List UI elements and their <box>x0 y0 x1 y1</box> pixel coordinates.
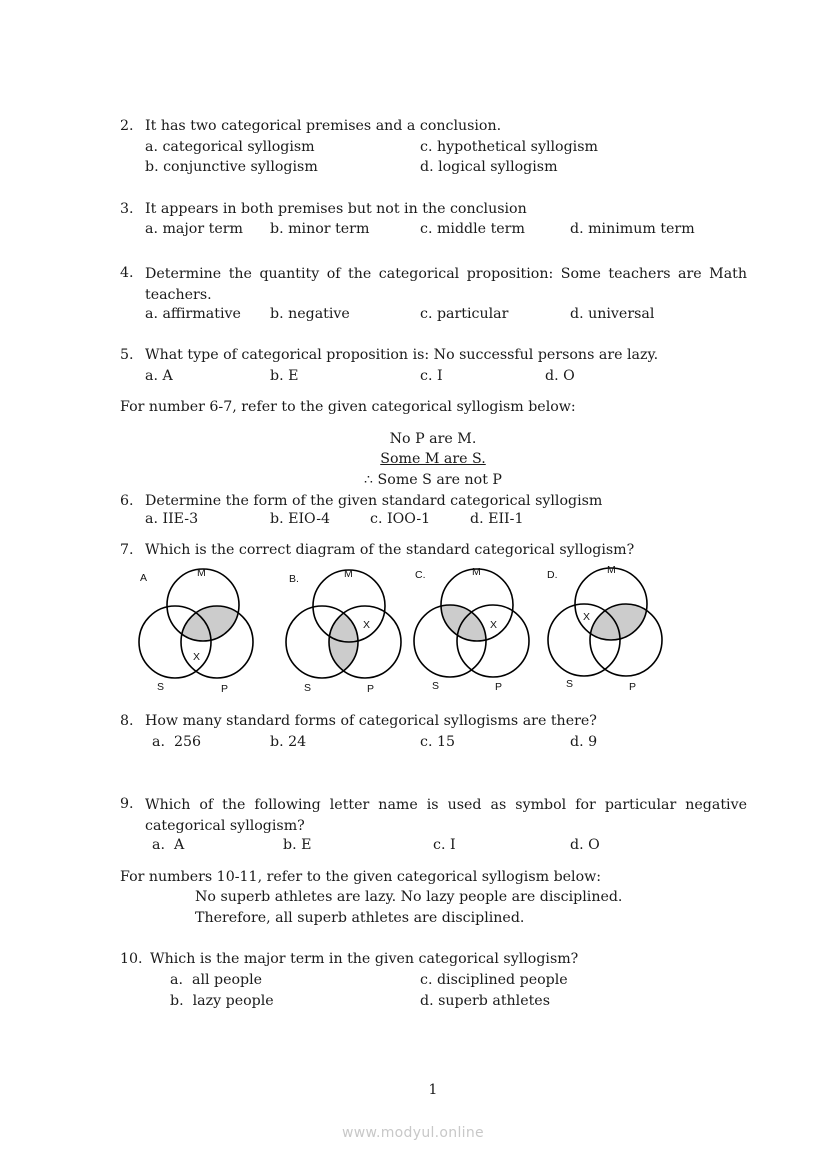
question-10-text: Which is the major term in the given categorical syllogism? <box>150 951 579 967</box>
question-4-choice-b: b. negative <box>270 306 350 322</box>
question-8-choice-a: a. 256 <box>152 734 202 750</box>
question-3-choice-c: c. middle term <box>420 221 525 237</box>
question-2-number: 2. <box>120 118 134 134</box>
question-10-choice-a: a. all people <box>170 972 263 988</box>
venn-c-x-mark: X <box>490 619 498 631</box>
instruction-10-11: For numbers 10-11, refer to the given categorical syllogism below: <box>120 869 602 885</box>
question-5-choice-a: a. A <box>145 368 173 384</box>
question-4-number: 4. <box>120 265 134 281</box>
question-7-text: Which is the correct diagram of the standard categorical syllogism? <box>145 542 635 558</box>
venn-b-p-label: P <box>367 683 375 695</box>
venn-b-x-mark: X <box>363 619 371 631</box>
syllogism-premise-2 <box>233 450 633 468</box>
venn-d-x-mark: X <box>583 611 591 623</box>
venn-c-p-label: P <box>495 681 503 693</box>
question-6-choice-d: d. EII-1 <box>470 511 524 527</box>
question-7-number: 7. <box>120 542 134 558</box>
venn-b-s-label: S <box>304 682 312 694</box>
question-2-choice-a: a. categorical syllogism <box>145 139 315 155</box>
venn-diagram-b[interactable] <box>286 568 401 695</box>
venn-b-label: B. <box>289 573 299 585</box>
question-6-number: 6. <box>120 493 134 509</box>
question-8-choice-b: b. 24 <box>270 734 307 750</box>
question-2-choice-c: c. hypothetical syllogism <box>420 139 598 155</box>
venn-c-label: C. <box>415 569 426 581</box>
question-9-choice-c: c. I <box>433 837 456 853</box>
question-8-text: How many standard forms of categorical syllogisms are there? <box>145 713 597 729</box>
question-6-text: Determine the form of the given standard categorical syllogism <box>145 493 603 509</box>
question-9-choice-d: d. O <box>570 837 600 853</box>
syllogism-2-line-2: Therefore, all superb athletes are disciplined. <box>195 910 525 926</box>
question-5-number: 5. <box>120 347 134 363</box>
question-5-text: What type of categorical proposition is: No successful persons are lazy. <box>145 347 659 363</box>
syllogism-premise-1: No P are M. <box>389 431 477 447</box>
question-6-choice-a: a. IIE-3 <box>145 511 199 527</box>
watermark: www.modyul.online <box>342 1125 484 1141</box>
question-6-choice-b: b. EIO-4 <box>270 511 331 527</box>
question-3-choice-d: d. minimum term <box>570 221 695 237</box>
venn-diagram-c[interactable] <box>414 566 529 693</box>
question-8-choice-c: c. 15 <box>420 734 456 750</box>
syllogism-2-line-1: No superb athletes are lazy. No lazy people are disciplined. <box>195 889 623 905</box>
question-2-text: It has two categorical premises and a conclusion. <box>145 118 502 134</box>
question-3-number: 3. <box>120 201 134 217</box>
question-5-choice-d: d. O <box>545 368 575 384</box>
question-4-text: Determine the quantity of the categorical proposition: Some teachers are Math teachers. <box>145 266 747 303</box>
question-9-text: Which of the following letter name is used as symbol for particular negative categorical syllogism? <box>145 797 747 834</box>
venn-b-m-label: M <box>344 568 353 580</box>
page-number: 1 <box>428 1082 438 1098</box>
syllogism-conclusion: ∴ Some S are not P <box>364 472 502 488</box>
question-6-choice-c: c. IOO-1 <box>370 511 431 527</box>
venn-c-m-label: M <box>472 566 481 578</box>
question-9-choice-b: b. E <box>283 837 312 853</box>
question-2-choice-b: b. conjunctive syllogism <box>145 159 318 175</box>
venn-a-label: A <box>140 572 148 584</box>
question-9-choice-a: a. A <box>152 837 185 853</box>
question-10-choice-b: b. lazy people <box>170 993 274 1009</box>
venn-a-m-label: M <box>197 567 206 579</box>
question-3-text: It appears in both premises but not in the conclusion <box>145 201 527 217</box>
venn-a-circle-s <box>139 606 211 678</box>
venn-a-s-label: S <box>157 681 165 693</box>
venn-diagram-a[interactable] <box>139 567 253 695</box>
venn-d-label: D. <box>547 569 558 581</box>
venn-a-p-label: P <box>221 683 229 695</box>
venn-d-p-label: P <box>629 681 637 693</box>
syllogism-premise-2-text: Some M are S. <box>380 451 486 467</box>
question-5-choice-c: c. I <box>420 368 443 384</box>
venn-c-circle-p <box>457 605 529 677</box>
question-4-choice-d: d. universal <box>570 306 655 322</box>
question-4-choice-a: a. affirmative <box>145 306 241 322</box>
instruction-6-7: For number 6-7, refer to the given categorical syllogism below: <box>120 399 576 415</box>
question-4-choice-c: c. particular <box>420 306 509 322</box>
question-3-choice-a: a. major term <box>145 221 243 237</box>
venn-d-m-label: M <box>607 564 616 576</box>
question-8-number: 8. <box>120 713 134 729</box>
venn-a-x-mark: X <box>193 651 201 663</box>
question-10-choice-d: d. superb athletes <box>420 993 550 1009</box>
venn-c-s-label: S <box>432 680 440 692</box>
question-9-number: 9. <box>120 796 134 812</box>
venn-diagrams <box>130 560 690 700</box>
question-10-choice-c: c. disciplined people <box>420 972 568 988</box>
question-3-choice-b: b. minor term <box>270 221 370 237</box>
question-8-choice-d: d. 9 <box>570 734 598 750</box>
question-2-choice-d: d. logical syllogism <box>420 159 558 175</box>
venn-d-s-label: S <box>566 678 574 690</box>
question-10-number: 10. <box>120 951 143 967</box>
venn-diagram-d[interactable] <box>547 564 662 693</box>
question-5-choice-b: b. E <box>270 368 299 384</box>
